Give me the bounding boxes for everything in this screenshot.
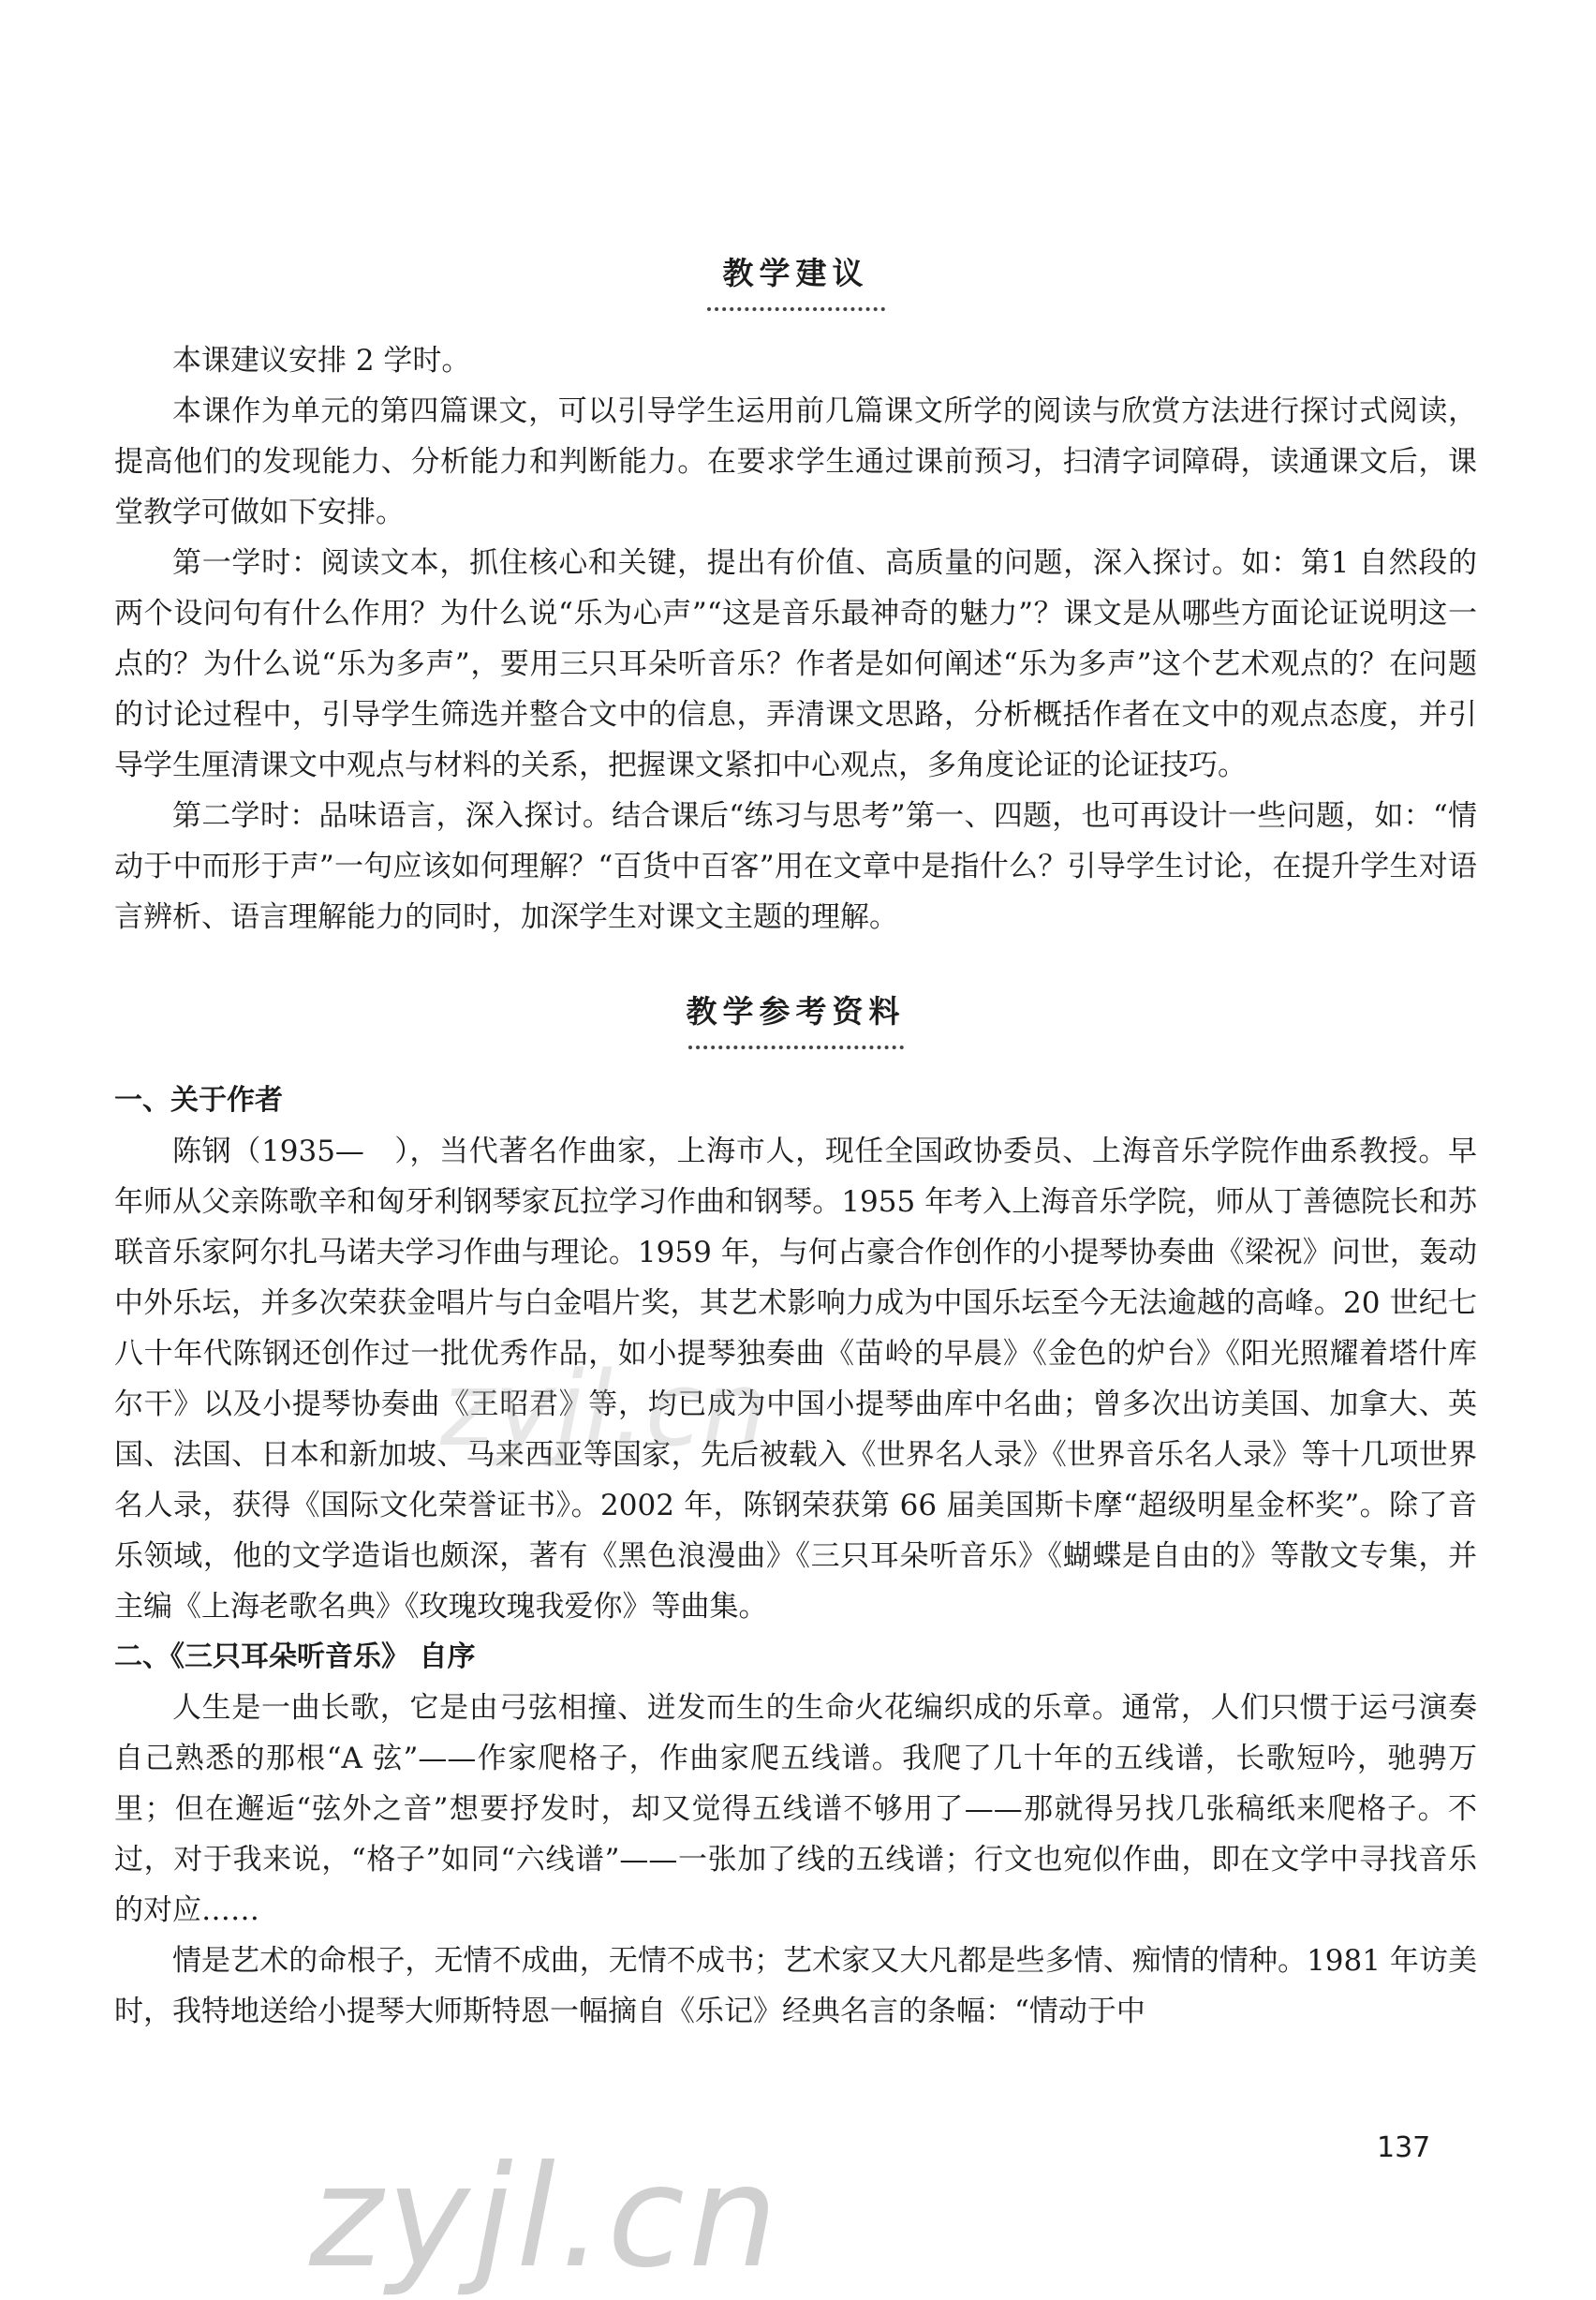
advice-paragraph: 第二学时：品味语言，深入探讨。结合课后“练习与思考”第一、四题，也可再设计一些问题，如：“情动于中而形于声”一句应该如何理解？“百货中百客”用在文章中是指什么？引导学生讨论，在提升学生对语言辨析、语言理解能力的同时，加深学生对课文主题的理解。	[114, 799, 1477, 934]
watermark: zyjl.cn	[309, 2136, 782, 2299]
preface-paragraph: 情是艺术的命根子，无情不成曲，无情不成书；艺术家又大凡都是些多情、痴情的情种。1981 年访美时，我特地送给小提琴大师斯特恩一幅摘自《乐记》经典名言的条幅：“情动于中	[114, 1944, 1477, 2028]
page-number: 137	[1377, 2131, 1431, 2164]
author-heading: 一、关于作者	[114, 1084, 283, 1117]
advice-paragraph: 本课作为单元的第四篇课文，可以引导学生运用前几篇课文所学的阅读与欣赏方法进行探讨式阅读，提高他们的发现能力、分析能力和判断能力。在要求学生通过课前预习，扫清字词障碍，读通课文后，课堂教学可做如下安排。	[114, 394, 1477, 529]
advice-paragraph: 本课建议安排 2 学时。	[172, 344, 471, 378]
preface-heading: 二、《三只耳朵听音乐》 自序	[114, 1640, 476, 1673]
watermark-mid: zyjl.cn	[440, 1349, 768, 1469]
page-content	[114, 232, 1477, 2037]
title-dotted-underline	[688, 1042, 904, 1049]
reference-title: 教学参考资料	[686, 993, 906, 1030]
teaching-advice-title: 教学建议	[722, 255, 869, 291]
title-dotted-underline	[707, 304, 885, 311]
preface-paragraph: 人生是一曲长歌，它是由弓弦相撞、迸发而生的生命火花编织成的乐章。通常，人们只惯于运弓演奏自己熟悉的那根“A 弦”——作家爬格子，作曲家爬五线谱。我爬了几十年的五线谱，长歌短吟，驰骋万里；但在邂逅“弦外之音”想要抒发时，却又觉得五线谱不够用了——那就得另找几张稿纸来爬格子。不过，对于我来说，“格子”如同“六线谱”——一张加了线的五线谱；行文也宛似作曲，即在文学中寻找音乐的对应……	[114, 1691, 1477, 1927]
advice-paragraph: 第一学时：阅读文本，抓住核心和关键，提出有价值、高质量的问题，深入探讨。如：第1 自然段的两个设问句有什么作用？为什么说“乐为心声”“这是音乐最神奇的魅力”？课文是从哪些方面论证说明这一点的？为什么说“乐为多声”，要用三只耳朵听音乐？作者是如何阐述“乐为多声”这个艺术观点的？在问题的讨论过程中，引导学生筛选并整合文中的信息，弄清课文思路，分析概括作者在文中的观点态度，并引导学生厘清课文中观点与材料的关系，把握课文紧扣中心观点，多角度论证的论证技巧。	[114, 546, 1477, 782]
author-paragraph: 陈钢（1935— ），当代著名作曲家，上海市人，现任全国政协委员、上海音乐学院作曲系教授。早年师从父亲陈歌辛和匈牙利钢琴家瓦拉学习作曲和钢琴。1955 年考入上海音乐学院，师从丁善德院长和苏联音乐家阿尔扎马诺夫学习作曲与理论。1959 年，与何占豪合作创作的小提琴协奏曲《梁祝》问世，轰动中外乐坛，并多次荣获金唱片与白金唱片奖，其艺术影响力成为中国乐坛至今无法逾越的高峰。20 世纪七八十年代陈钢还创作过一批优秀作品，如小提琴独奏曲《苗岭的早晨》《金色的炉台》《阳光照耀着塔什库尔干》以及小提琴协奏曲《王昭君》等，均已成为中国小提琴曲库中名曲；曾多次出访美国、加拿大、英国、法国、日本和新加坡、马来西亚等国家，先后被载入《世界名人录》《世界音乐名人录》等十几项世界名人录，获得《国际文化荣誉证书》。2002 年，陈钢荣获第 66 届美国斯卡摩“超级明星金杯奖”。除了音乐领域，他的文学造诣也颇深，著有《黑色浪漫曲》《三只耳朵听音乐》《蝴蝶是自由的》等散文专集，并主编《上海老歌名典》《玫瑰玫瑰我爱你》等曲集。	[114, 1135, 1477, 1624]
